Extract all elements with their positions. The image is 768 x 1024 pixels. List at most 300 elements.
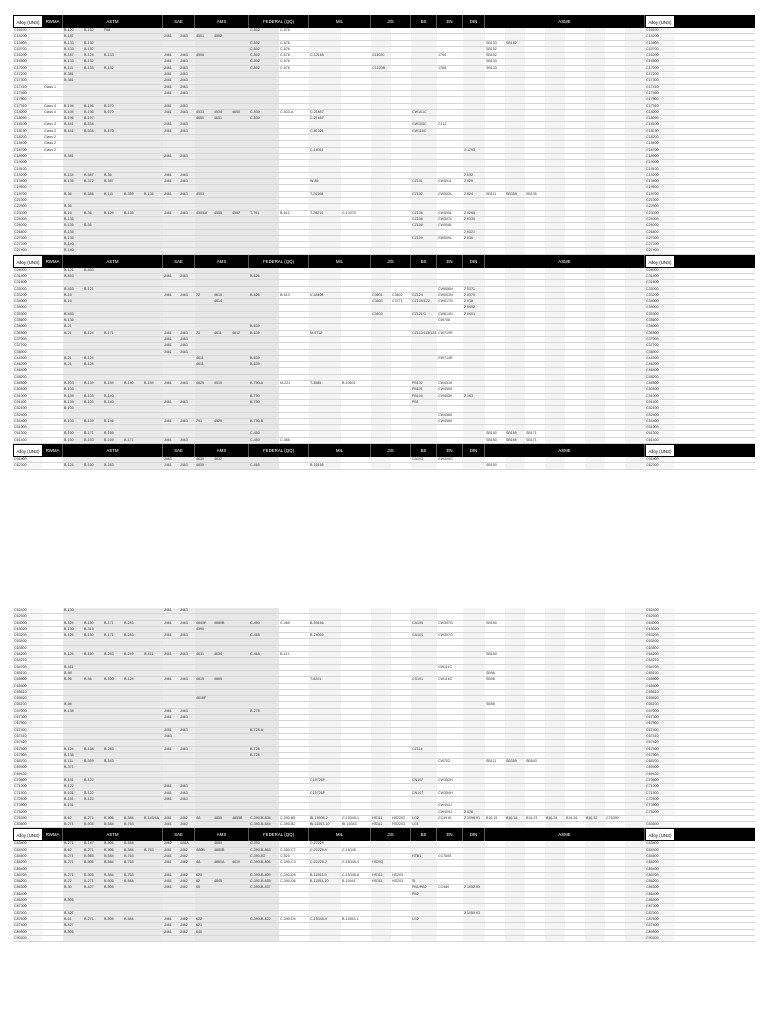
table-cell [391,91,411,96]
table-cell [505,822,525,827]
table-cell [163,287,179,292]
table-cell [391,438,411,443]
table-cell [195,671,213,676]
table-cell [625,185,645,190]
table-cell: CZ112/113/133 [412,330,437,335]
table-cell [163,305,179,310]
table-cell [195,122,213,127]
table-cell [565,129,585,134]
table-cell [565,362,585,367]
table-cell [605,185,625,190]
table-cell [411,841,437,846]
table-cell [195,425,213,430]
table-cell [525,66,545,71]
table-cell [391,854,411,859]
table-cell [103,753,123,758]
table-cell [143,658,163,663]
table-cell [437,305,463,310]
table-cell: C19700 [645,192,675,197]
table-cell [391,614,411,619]
table-cell [625,885,645,890]
table-cell [163,116,179,121]
table-cell [411,160,437,165]
table-cell [143,702,163,707]
table-cell: C21000 [13,198,43,203]
table-cell [371,274,391,279]
table-cell [585,406,605,411]
table-cell [341,368,371,373]
table-cell [309,135,341,140]
table-cell [341,287,371,292]
table-cell [545,204,565,209]
table-cell [179,803,195,808]
table-cell [505,324,525,329]
table-cell [213,930,231,935]
table-cell [231,797,249,802]
table-cell: 2.032 [463,173,485,178]
table-cell [309,740,341,745]
table-cell: 4630 [195,457,213,462]
table-cell [505,381,525,386]
table-cell [505,930,525,935]
table-cell [43,923,63,928]
table-cell: B-150 [83,621,103,626]
table-cell [545,879,565,884]
column-header: RWMA [43,444,63,457]
table-cell [505,772,525,777]
table-cell [525,425,545,430]
table-cell [43,734,63,739]
table-cell [625,621,645,626]
table-cell [163,413,179,418]
table-cell [625,867,645,872]
table-cell [391,280,411,285]
table-cell: 2.024 [463,192,485,197]
table-cell [213,810,231,815]
table-cell: C19200 [645,173,675,178]
table-cell [463,280,485,285]
table-cell [605,463,625,468]
table-cell [195,936,213,941]
table-cell [545,917,565,922]
table-cell [545,78,565,83]
table-cell [585,167,605,172]
table-cell [231,362,249,367]
table-cell [195,318,213,323]
table-cell [411,97,437,102]
column-header: BS [411,828,437,841]
table-cell: CZ121/3 [411,312,437,317]
table-cell [163,702,179,707]
table-cell [123,116,143,121]
table-cell [485,917,505,922]
table-cell [391,702,411,707]
table-cell [485,28,505,33]
table-cell: C50500 [13,387,43,392]
table-cell [279,204,309,209]
table-cell: CW509L [438,235,452,240]
table-cell [525,387,545,392]
table-cell: SB98 [486,670,495,675]
table-cell [605,671,625,676]
table-cell [103,671,123,676]
table-cell [525,854,545,859]
table-cell [437,116,463,121]
table-cell [179,356,195,361]
table-cell: CW456K [438,418,453,423]
table-cell [585,892,605,897]
table-cell: J461 [163,463,179,468]
table-cell: J461 [163,91,179,96]
table-cell [143,431,163,436]
table-cell [485,356,505,361]
table-cell [525,690,545,695]
table-cell [43,885,63,890]
table-cell [525,677,545,682]
table-cell: C84400 [645,848,675,853]
table-cell [525,684,545,689]
table-cell: B-36 [63,192,83,197]
table-cell [391,78,411,83]
table-cell [195,148,213,153]
table-cell [123,721,143,726]
table-cell [163,268,179,273]
table-cell [505,690,525,695]
table-cell [391,778,411,783]
table-cell [231,59,249,64]
table-cell [213,91,231,96]
table-cell [485,299,505,304]
table-cell [391,772,411,777]
table-cell: 622 [195,917,213,922]
table-cell [485,375,505,380]
table-cell [525,104,545,109]
table-cell [279,97,309,102]
table-cell [585,400,605,405]
table-cell [341,759,371,764]
table-cell: C-15345 [342,847,356,852]
table-cell [231,394,249,399]
table-cell: C85200 [13,860,43,865]
table-cell: CW305G [438,457,453,461]
table-cell: C64210 [13,658,43,663]
table-cell [565,917,585,922]
table-cell [249,248,279,253]
table-cell: C-390-C7 [280,847,296,852]
table-cell: B-271 [63,822,83,827]
table-cell [279,936,309,941]
table-cell: C19500 [645,185,675,190]
table-cell [485,904,505,909]
table-cell [43,633,63,638]
table-cell: J462 [179,930,195,935]
table-cell [437,917,463,922]
table-cell [103,41,123,46]
table-cell: C61800 [645,457,675,462]
column-header: RWMA [43,255,63,268]
table-cell [463,268,485,273]
table-cell [505,740,525,745]
table-cell [585,135,605,140]
table-cell [605,179,625,184]
table-cell [565,185,585,190]
table-cell [585,280,605,285]
table-cell [585,116,605,121]
table-cell [437,904,463,909]
table-cell: B-505 [83,860,103,865]
table-cell [411,665,437,670]
table-cell [63,639,83,644]
table-cell [585,242,605,247]
table-cell [625,778,645,783]
table-cell [485,690,505,695]
table-cell [231,242,249,247]
table-cell [463,747,485,752]
table-cell: C-22229-7 [309,860,341,865]
table-cell [249,413,279,418]
table-cell: 4520 [213,419,231,424]
table-cell [505,280,525,285]
table-cell: C64210 [645,658,675,663]
table-cell: C37700 [13,343,43,348]
table-cell: C18700 [13,148,43,153]
table-cell [565,690,585,695]
table-cell: CW352H [438,778,453,783]
table-cell: 2.036 [463,236,485,241]
table-cell [545,431,565,436]
table-cell: B-124 [83,356,103,361]
table-cell: C50500 [645,387,675,392]
table-cell [545,627,565,632]
table-cell: B-124 [83,331,103,336]
table-cell [625,677,645,682]
table-cell [279,305,309,310]
table-cell: B-584 [123,917,143,922]
table-cell [231,728,249,733]
table-cell [83,167,103,172]
table-cell [565,97,585,102]
table-cell: C72500 [645,797,675,802]
table-cell [605,248,625,253]
table-cell [103,646,123,651]
table-cell [463,198,485,203]
table-cell: J461 [163,110,179,115]
table-cell [411,78,437,83]
table-cell [279,85,309,90]
table-cell: B-441 [63,129,83,134]
table-cell [545,129,565,134]
table-cell: B-135 [63,236,83,241]
table-cell: SB152 [505,41,525,46]
table-cell [249,167,279,172]
table-cell [505,873,525,878]
table-cell [195,59,213,64]
table-cell [309,400,341,405]
table-cell [249,97,279,102]
table-cell [163,639,179,644]
table-cell [63,646,83,651]
table-cell: C22000 [645,204,675,209]
table-cell [341,431,371,436]
table-cell [103,368,123,373]
table-cell: J461 [163,419,179,424]
table-cell [463,753,485,758]
table-cell [43,702,63,707]
table-cell [213,892,231,897]
table-cell [143,860,163,865]
table-cell [123,324,143,329]
table-cell [391,337,411,342]
table-cell [341,154,371,159]
table-cell: 2.020 [463,179,485,184]
table-cell: J461 [163,848,179,853]
table-cell: C65620 [13,696,43,701]
table-cell [371,400,391,405]
table-cell: B16.26 [566,815,578,820]
table-cell [605,765,625,770]
table-cell [625,217,645,222]
table-cell [195,438,213,443]
table-cell [231,248,249,253]
table-cell: B-135 [63,230,83,235]
table-cell [505,179,525,184]
table-cell [371,78,391,83]
table-cell [341,709,371,714]
table-cell [195,324,213,329]
table-cell: B-103 [63,419,83,424]
table-cell [231,791,249,796]
table-cell [463,690,485,695]
table-cell: J463 [179,784,195,789]
table-cell: B-133 [83,66,103,71]
table-cell [391,135,411,140]
table-cell [213,721,231,726]
table-cell [249,154,279,159]
table-cell [605,312,625,317]
table-cell [163,280,179,285]
table-cell [179,892,195,897]
table-cell [463,160,485,165]
table-cell [231,936,249,941]
table-cell: B-639 [249,331,279,336]
table-cell: B-505 [103,848,123,853]
table-cell [279,677,309,682]
table-cell: C18900 [645,154,675,159]
table-cell [585,841,605,846]
table-cell [83,141,103,146]
table-cell: C69400 [645,765,675,770]
table-cell [411,116,437,121]
table-cell [143,236,163,241]
table-cell [545,747,565,752]
table-cell: 4A [195,816,213,821]
table-cell [605,658,625,663]
table-cell: SB359 [505,759,525,764]
table-cell [341,715,371,720]
table-cell [231,305,249,310]
table-cell [391,753,411,758]
table-cell: B-315 [83,627,103,632]
table-cell [585,274,605,279]
table-cell: B-584 [123,848,143,853]
table-cell [103,141,123,146]
table-cell [309,658,341,663]
table-cell [341,646,371,651]
table-cell [143,784,163,789]
table-cell [605,66,625,71]
table-cell [195,129,213,134]
table-cell [545,854,565,859]
table-cell [585,204,605,209]
table-cell [279,463,309,468]
table-cell [103,223,123,228]
table-cell [371,173,391,178]
table-cell: B-613 [280,292,290,297]
table-cell: 4635 [195,463,213,468]
table-cell [391,211,411,216]
table-cell [525,248,545,253]
table-cell [525,803,545,808]
table-cell [525,860,545,865]
table-cell: J463 [179,192,195,197]
table-cell: C112 [438,122,447,127]
table-cell: C86200 [13,879,43,884]
table-cell: 4860A [213,860,231,865]
table-cell: 4634 [213,652,231,657]
table-cell: C35600 [13,318,43,323]
table-cell [231,715,249,720]
table-cell [525,936,545,941]
table-cell: B-171 [103,633,123,638]
table-cell: C61000 [645,425,675,430]
table-cell [585,715,605,720]
table-cell [391,646,411,651]
table-cell [231,160,249,165]
table-cell [43,350,63,355]
table-cell [411,702,437,707]
table-cell: SB150 [486,620,497,625]
table-cell: B-133 [63,59,83,64]
table-cell [143,129,163,134]
table-cell [625,696,645,701]
table-cell [231,696,249,701]
table-cell: C71000 [13,784,43,789]
table-cell [565,192,585,197]
table-cell: C65600 [645,684,675,689]
table-cell [83,230,103,235]
table-cell [371,425,391,430]
table-cell [437,141,463,146]
table-cell [83,721,103,726]
table-cell [309,356,341,361]
table-cell: B-103 [83,394,103,399]
table-cell [123,671,143,676]
table-cell [437,627,463,632]
table-cell: 4611 [195,356,213,361]
table-cell [625,211,645,216]
table-cell [123,287,143,292]
table-cell [505,230,525,235]
table-cell [309,639,341,644]
table-cell: J461 [163,350,179,355]
table-cell [103,867,123,872]
column-header: SAE [163,828,195,841]
table-cell: F68 [103,28,123,33]
table-cell: B-124 [63,747,83,752]
table-cell [279,268,309,273]
table-cell [605,293,625,298]
table-cell [179,387,195,392]
